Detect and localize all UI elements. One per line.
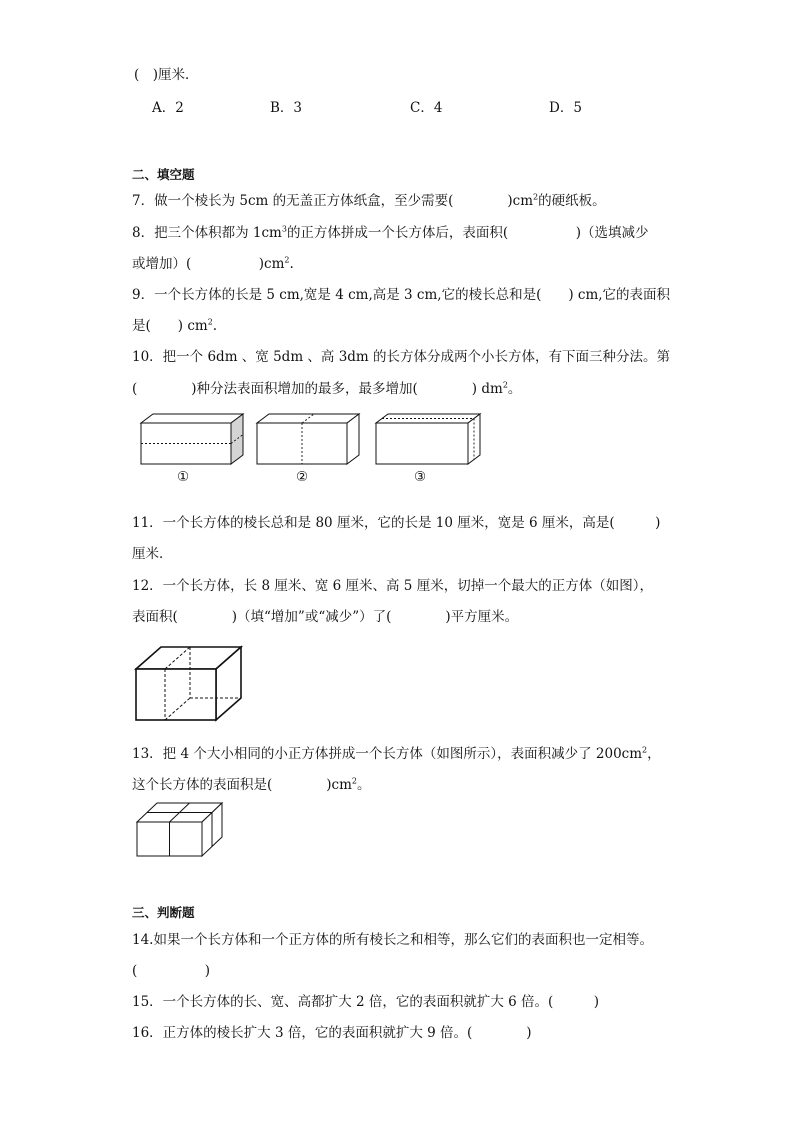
q16-line1: 16．正方体的棱长扩大 3 倍，它的表面积就扩大 9 倍。( ) xyxy=(132,1025,532,1041)
q9-line1: 9．一个长方体的长是 5 cm,宽是 4 cm,高是 3 cm,它的棱长总和是( ) cm,它的表面积 xyxy=(132,287,671,303)
q8-l2-pre: 或增加）( )cm xyxy=(132,256,285,272)
q10-label-2: ② xyxy=(296,469,309,485)
q10-l2-sup: 2 xyxy=(502,380,508,390)
q12-figure xyxy=(133,644,245,724)
q8-line1 xyxy=(132,224,648,242)
q6-option-a[interactable]: A．2 xyxy=(152,100,184,116)
q13-l1-pre: 13．把 4 个大小相同的小正方体拼成一个长方体（如图所示），表面积减少了 200cm xyxy=(132,746,643,762)
q8-l2-post: . xyxy=(289,256,294,272)
q8-l2-sup: 2 xyxy=(284,255,290,265)
q13-l2-post: 。 xyxy=(357,777,371,793)
q10-label-1: ① xyxy=(177,469,190,485)
q7-pre: 7．做一个棱长为 5cm 的无盖正方体纸盒，至少需要( )cm xyxy=(132,193,534,209)
q6-tail: ( )厘米． xyxy=(134,67,199,83)
q10-figure-1 xyxy=(138,412,248,468)
q12-line1: 12．一个长方体，长 8 厘米、宽 6 厘米、高 5 厘米，切掉一个最大的正方体（如图）， xyxy=(132,578,653,594)
q13-l1-post: ， xyxy=(647,746,661,762)
q10-line1: 10．把一个 6dm 、宽 5dm 、高 3dm 的长方体分成两个小长方体，有下面三种分法。第 xyxy=(132,349,671,365)
section-title-judge: 三、判断题 xyxy=(132,905,195,920)
q7-text xyxy=(132,192,606,210)
section-title-fill: 二、填空题 xyxy=(132,167,195,182)
q8-line2 xyxy=(132,255,294,273)
q13-l2-pre: 这个长方体的表面积是( )cm xyxy=(132,777,352,793)
q13-figure xyxy=(134,800,228,860)
q12-line2: 表面积( )（填“增加”或“减少”）了( )平方厘米。 xyxy=(132,609,519,625)
q6-option-b[interactable]: B．3 xyxy=(270,100,303,116)
q10-l2-pre: ( )种分法表面积增加的最多，最多增加( ) dm xyxy=(132,381,503,397)
q8-l1-sup: 3 xyxy=(281,224,287,234)
q10-figure-3 xyxy=(373,412,485,468)
q8-l1-pre: 8．把三个体积都为 1cm xyxy=(132,225,282,241)
q14-line1: 14.如果一个长方体和一个正方体的所有棱长之和相等，那么它们的表面积也一定相等。 xyxy=(132,932,653,948)
q7-post: 的硬纸板。 xyxy=(538,193,606,209)
q6-option-c[interactable]: C．4 xyxy=(410,100,443,116)
q9-l2-post: . xyxy=(212,318,218,334)
q7-sup: 2 xyxy=(533,192,539,202)
q13-l1-sup: 2 xyxy=(642,745,648,755)
q14-answer[interactable]: ( ) xyxy=(132,963,211,979)
q13-line1 xyxy=(132,745,661,763)
q9-l2-pre: 是( ) cm xyxy=(132,318,208,334)
q8-l1-post: 的正方体拼成一个长方体后，表面积( )（选填减少 xyxy=(286,225,649,241)
q10-line2 xyxy=(132,380,521,398)
q10-l2-post: 。 xyxy=(507,381,522,397)
q15-line1: 15．一个长方体的长、宽、高都扩大 2 倍，它的表面积就扩大 6 倍。( ) xyxy=(132,994,600,1010)
q11-line2: 厘米． xyxy=(132,546,173,562)
q9-l2-sup: 2 xyxy=(207,317,213,327)
q11-line1: 11．一个长方体的棱长总和是 80 厘米，它的长是 10 厘米，宽是 6 厘米，高是( ) xyxy=(132,515,661,531)
q13-line2 xyxy=(132,776,371,794)
q10-label-3: ③ xyxy=(414,469,427,485)
q10-figure-2 xyxy=(254,412,364,468)
q6-option-d[interactable]: D．5 xyxy=(549,100,582,116)
q9-line2 xyxy=(132,317,217,335)
q13-l2-sup: 2 xyxy=(351,776,357,786)
